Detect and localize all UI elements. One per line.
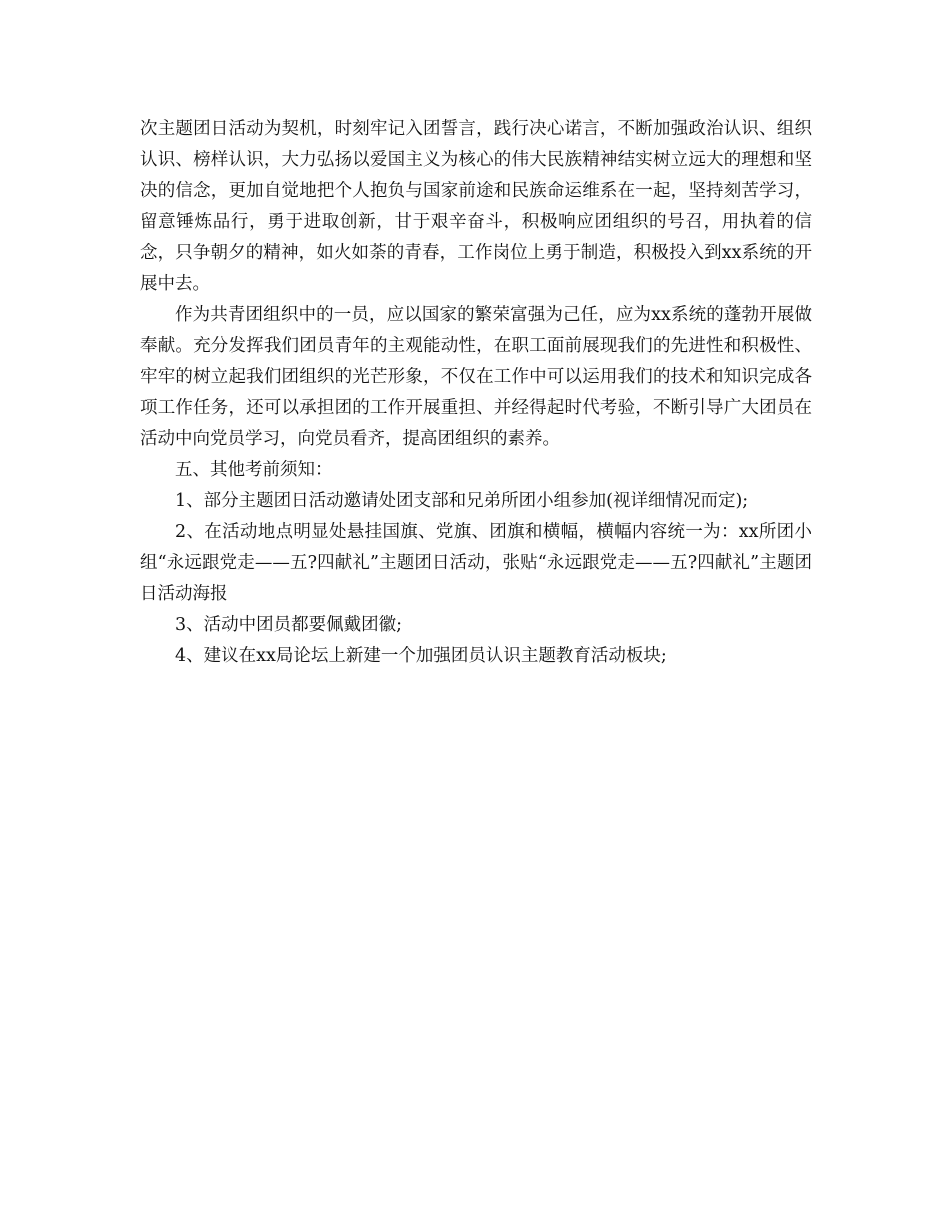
list-item-1: 1、部分主题团日活动邀请处团支部和兄弟所团小组参加(视详细情况而定); [175,491,749,511]
list-item-3: 3、活动中团员都要佩戴团徽; [175,615,403,635]
list-item-2: 2、在活动地点明显处悬挂国旗、党旗、团旗和横幅，横幅内容统一为：xx所团小组“永远跟党走——五?四献礼”主题团日活动，张贴“永远跟党走——五?四献礼”主题团日活动海报 [140,522,812,604]
section-heading-notes: 五、其他考前须知： [175,460,333,480]
document-body [140,114,812,672]
paragraph-continuation: 次主题团日活动为契机，时刻牢记入团誓言，践行决心诺言，不断加强政治认识、组织认识、榜样认识，大力弘扬以爱国主义为核心的伟大民族精神结实树立远大的理想和坚决的信念，更加自觉地把个人抱负与国家前途和民族命运维系在一起，坚持刻苦学习，留意锤炼品行，勇于进取创新，甘于艰辛奋斗，积极响应团组织的号召，用执着的信念，只争朝夕的精神，如火如荼的青春，工作岗位上勇于制造，积极投入到xx系统的开展中去。 [140,119,812,294]
list-item-4: 4、建议在xx局论坛上新建一个加强团员认识主题教育活动板块; [175,646,667,666]
paragraph-responsibility: 作为共青团组织中的一员，应以国家的繁荣富强为己任，应为xx系统的蓬勃开展做奉献。充分发挥我们团员青年的主观能动性，在职工面前展现我们的先进性和积极性、牢牢的树立起我们团组织的光芒形象，不仅在工作中可以运用我们的技术和知识完成各项工作任务，还可以承担团的工作开展重担、并经得起时代考验，不断引导广大团员在活动中向党员学习，向党员看齐，提高团组织的素养。 [140,305,812,449]
